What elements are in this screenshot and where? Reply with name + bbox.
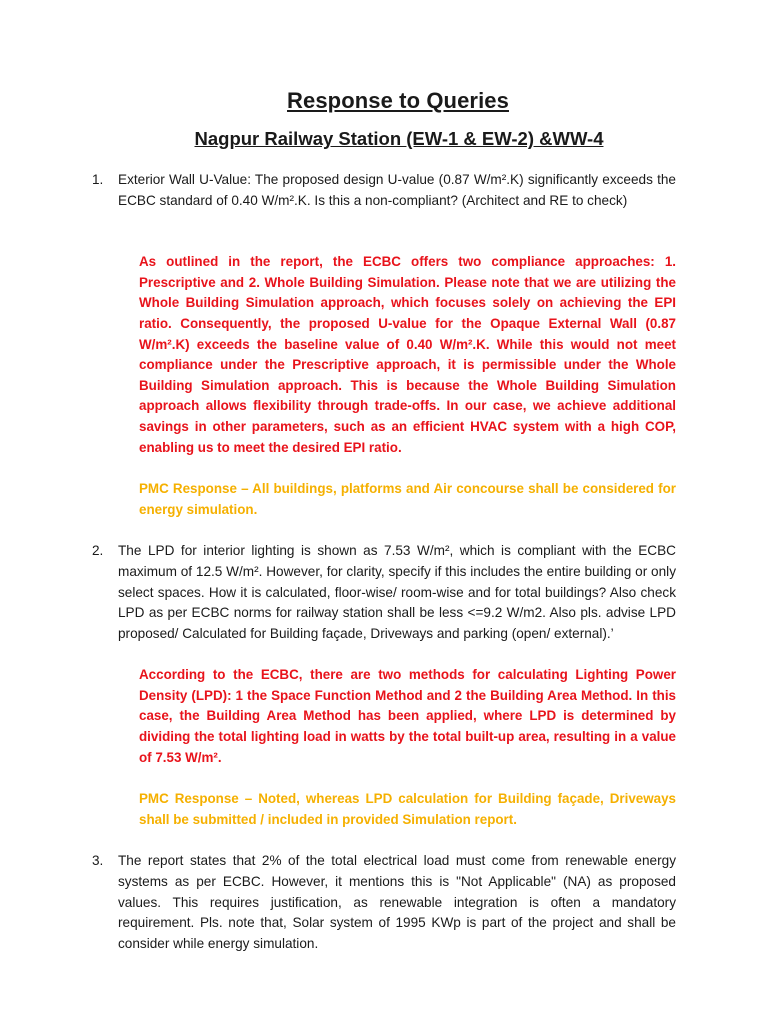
query-number: 1. (92, 172, 104, 187)
page-title: Response to Queries (287, 88, 509, 113)
consultant-response: As outlined in the report, the ECBC offers two compliance approaches: 1. Prescriptive and 2. Whole Building Simulation. Please note that we are utilizing the Whole Building Simulation approach, which focuses solely on achieving the EPI ratio. Consequently, the proposed U-value for the Opaque External Wall (0.87 W/m².K) exceeds the baseline value of 0.40 W/m².K. While this would not meet compliance under the Prescriptive approach, it is permissible under the Whole Building Simulation approach. This is because the Whole Building Simulation approach allows flexibility through trade-offs. In our case, we achieve additional savings in other parameters, such as an efficient HVAC system with a high COP, enabling us to meet the desired EPI ratio. (139, 254, 676, 455)
query-text: The LPD for interior lighting is shown as 7.53 W/m², which is compliant with the ECBC maximum of 12.5 W/m². However, for clarity, specify if this includes the entire building or only select spaces. How it is calculated, floor-wise/ room-wise and for total buildings? Also check LPD as per ECBC norms for railway station shall be less <=9.2 W/m2. Also pls. advise LPD proposed/ Calculated for Building façade, Driveways and parking (open/ external).’ (118, 543, 676, 641)
query-item-2 (92, 541, 676, 644)
query-number: 3. (92, 853, 104, 869)
query-item-3 (92, 851, 676, 954)
page-subtitle: Nagpur Railway Station (EW-1 & EW-2) &WW-4 (194, 128, 604, 149)
query-text: Exterior Wall U-Value: The proposed design U-value (0.87 W/m².K) significantly exceeds the ECBC standard of 0.40 W/m².K. Is this a non-compliant? (Architect and RE to check) (118, 172, 676, 208)
pmc-response: PMC Response – All buildings, platforms and Air concourse shall be considered for energy simulation. (139, 481, 676, 517)
consultant-response: According to the ECBC, there are two methods for calculating Lighting Power Density (LPD): 1 the Space Function Method and 2 the Building Area Method. In this case, the Building Area Method has been applied, where LPD is determined by dividing the total lighting load in watts by the total built-up area, resulting in a value of 7.53 W/m². (139, 667, 676, 765)
query-number: 2. (92, 543, 104, 559)
query-item-1 (92, 170, 676, 211)
pmc-response: PMC Response – Noted, whereas LPD calculation for Building façade, Driveways shall be submitted / included in provided Simulation report. (139, 791, 676, 827)
query-text: The report states that 2% of the total electrical load must come from renewable energy systems as per ECBC. However, it mentions this is "Not Applicable" (NA) as proposed values. This requires justification, as renewable integration is often a mandatory requirement. Pls. note that, Solar system of 1995 KWp is part of the project and shall be consider while energy simulation. (118, 853, 676, 951)
